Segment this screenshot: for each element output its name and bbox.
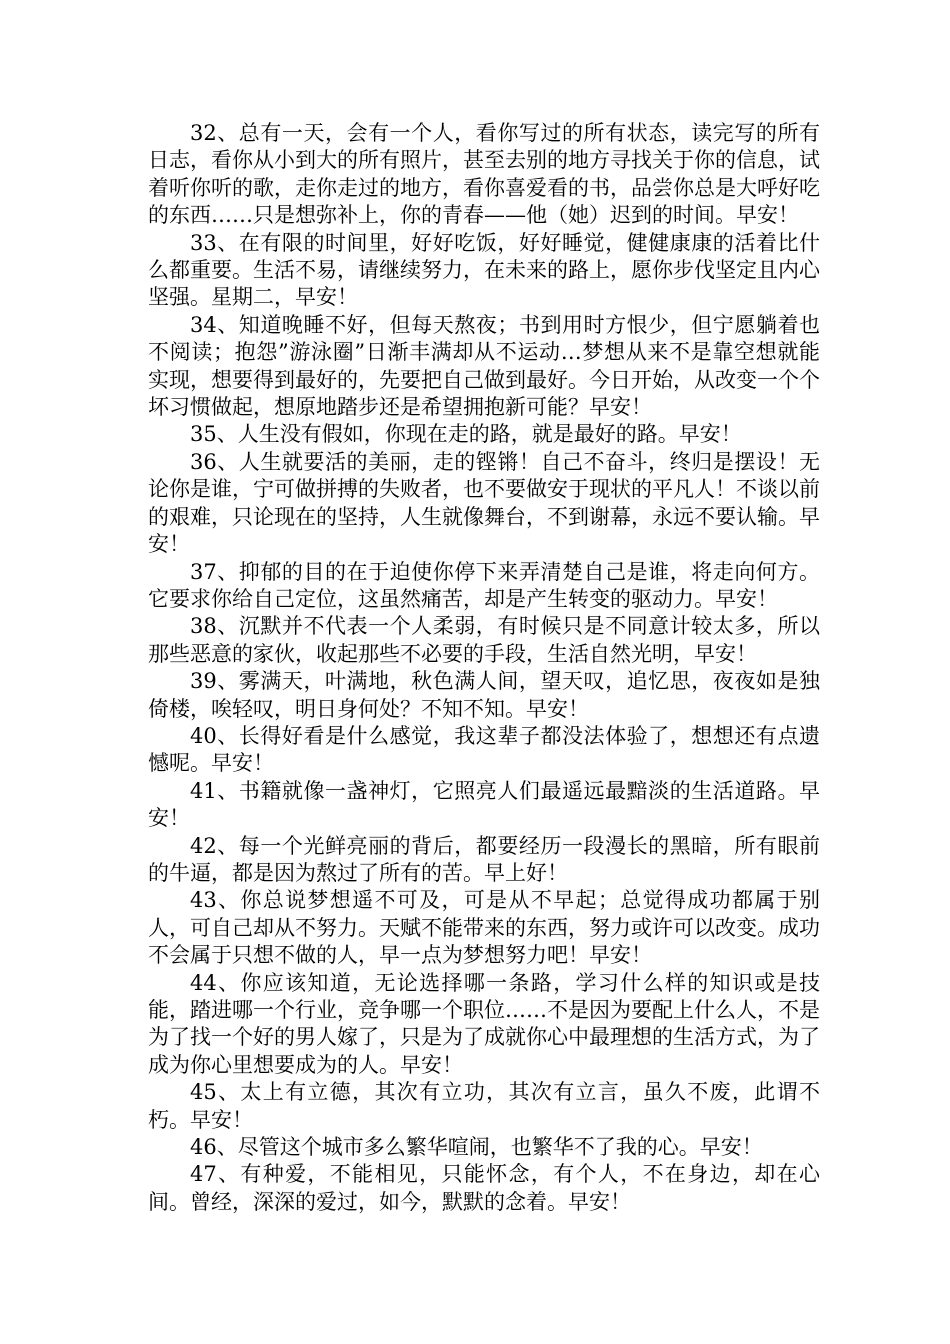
paragraph-44: 44、你应该知道，无论选择哪一条路，学习什么样的知识或是技能，踏进哪一个行业，竞争哪一个职位……不是因为要配上什么人，不是为了找一个好的男人嫁了，只是为了成就你心中最理想的生活方式，为了成为你心里想要成为的人。早安！	[148, 970, 820, 1077]
paragraph-39: 39、雾满天，叶满地，秋色满人间，望天叹，追忆思，夜夜如是独倚楼，唉轻叹，明日身何处？不知不知。早安！	[148, 669, 820, 721]
paragraph-37: 37、抑郁的目的在于迫使你停下来弄清楚自己是谁，将走向何方。它要求你给自己定位，这虽然痛苦，却是产生转变的驱动力。早安！	[148, 559, 820, 611]
paragraph-47: 47、有种爱，不能相见，只能怀念，有个人，不在身边，却在心间。曾经，深深的爱过，如今，默默的念着。早安！	[148, 1162, 820, 1214]
paragraph-36: 36、人生就要活的美丽，走的铿锵！自己不奋斗，终归是摆设！无论你是谁，宁可做拼搏的失败者，也不要做安于现状的平凡人！不谈以前的艰难，只论现在的坚持，人生就像舞台，不到谢幕，永远不要认输。早安！	[148, 449, 820, 557]
paragraph-34: 34、知道晚睡不好，但每天熬夜；书到用时方恨少，但宁愿躺着也不阅读；抱怨”游泳圈”日渐丰满却从不运动…梦想从来不是靠空想就能实现，想要得到最好的，先要把自己做到最好。今日开始，从改变一个个坏习惯做起，想原地踏步还是希望拥抱新可能？早安！	[148, 312, 820, 420]
paragraph-41: 41、书籍就像一盏神灯，它照亮人们最遥远最黯淡的生活道路。早安！	[148, 778, 820, 831]
paragraph-33: 33、在有限的时间里，好好吃饭，好好睡觉，健健康康的活着比什么都重要。生活不易，请继续努力，在未来的路上，愿你步伐坚定且内心坚强。星期二，早安！	[148, 230, 820, 310]
paragraph-38: 38、沉默并不代表一个人柔弱，有时候只是不同意计较太多，所以那些恶意的家伙，收起那些不必要的手段，生活自然光明，早安！	[148, 614, 820, 666]
paragraph-46: 46、尽管这个城市多么繁华喧闹，也繁华不了我的心。早安！	[190, 1135, 763, 1160]
paragraph-45: 45、太上有立德，其次有立功，其次有立言，虽久不废，此谓不朽。早安！	[148, 1080, 820, 1132]
document-body	[148, 120, 820, 1216]
paragraph-43: 43、你总说梦想遥不可及，可是从不早起；总觉得成功都属于别人，可自己却从不努力。天赋不能带来的东西，努力或许可以改变。成功不会属于只想不做的人，早一点为梦想努力吧！早安！	[148, 888, 820, 968]
paragraph-32: 32、总有一天，会有一个人，看你写过的所有状态，读完写的所有日志，看你从小到大的所有照片，甚至去别的地方寻找关于你的信息，试着听你听的歌，走你走过的地方，看你喜爱看的书，品尝你总是大呼好吃的东西……只是想弥补上，你的青春——他（她）迟到的时间。早安！	[148, 121, 820, 228]
paragraph-40: 40、长得好看是什么感觉，我这辈子都没法体验了，想想还有点遗憾呢。早安！	[148, 723, 820, 776]
paragraph-42: 42、每一个光鲜亮丽的背后，都要经历一段漫长的黑暗，所有眼前的牛逼，都是因为熬过了所有的苦。早上好！	[148, 833, 820, 885]
paragraph-35: 35、人生没有假如，你现在走的路，就是最好的路。早安！	[190, 422, 742, 447]
